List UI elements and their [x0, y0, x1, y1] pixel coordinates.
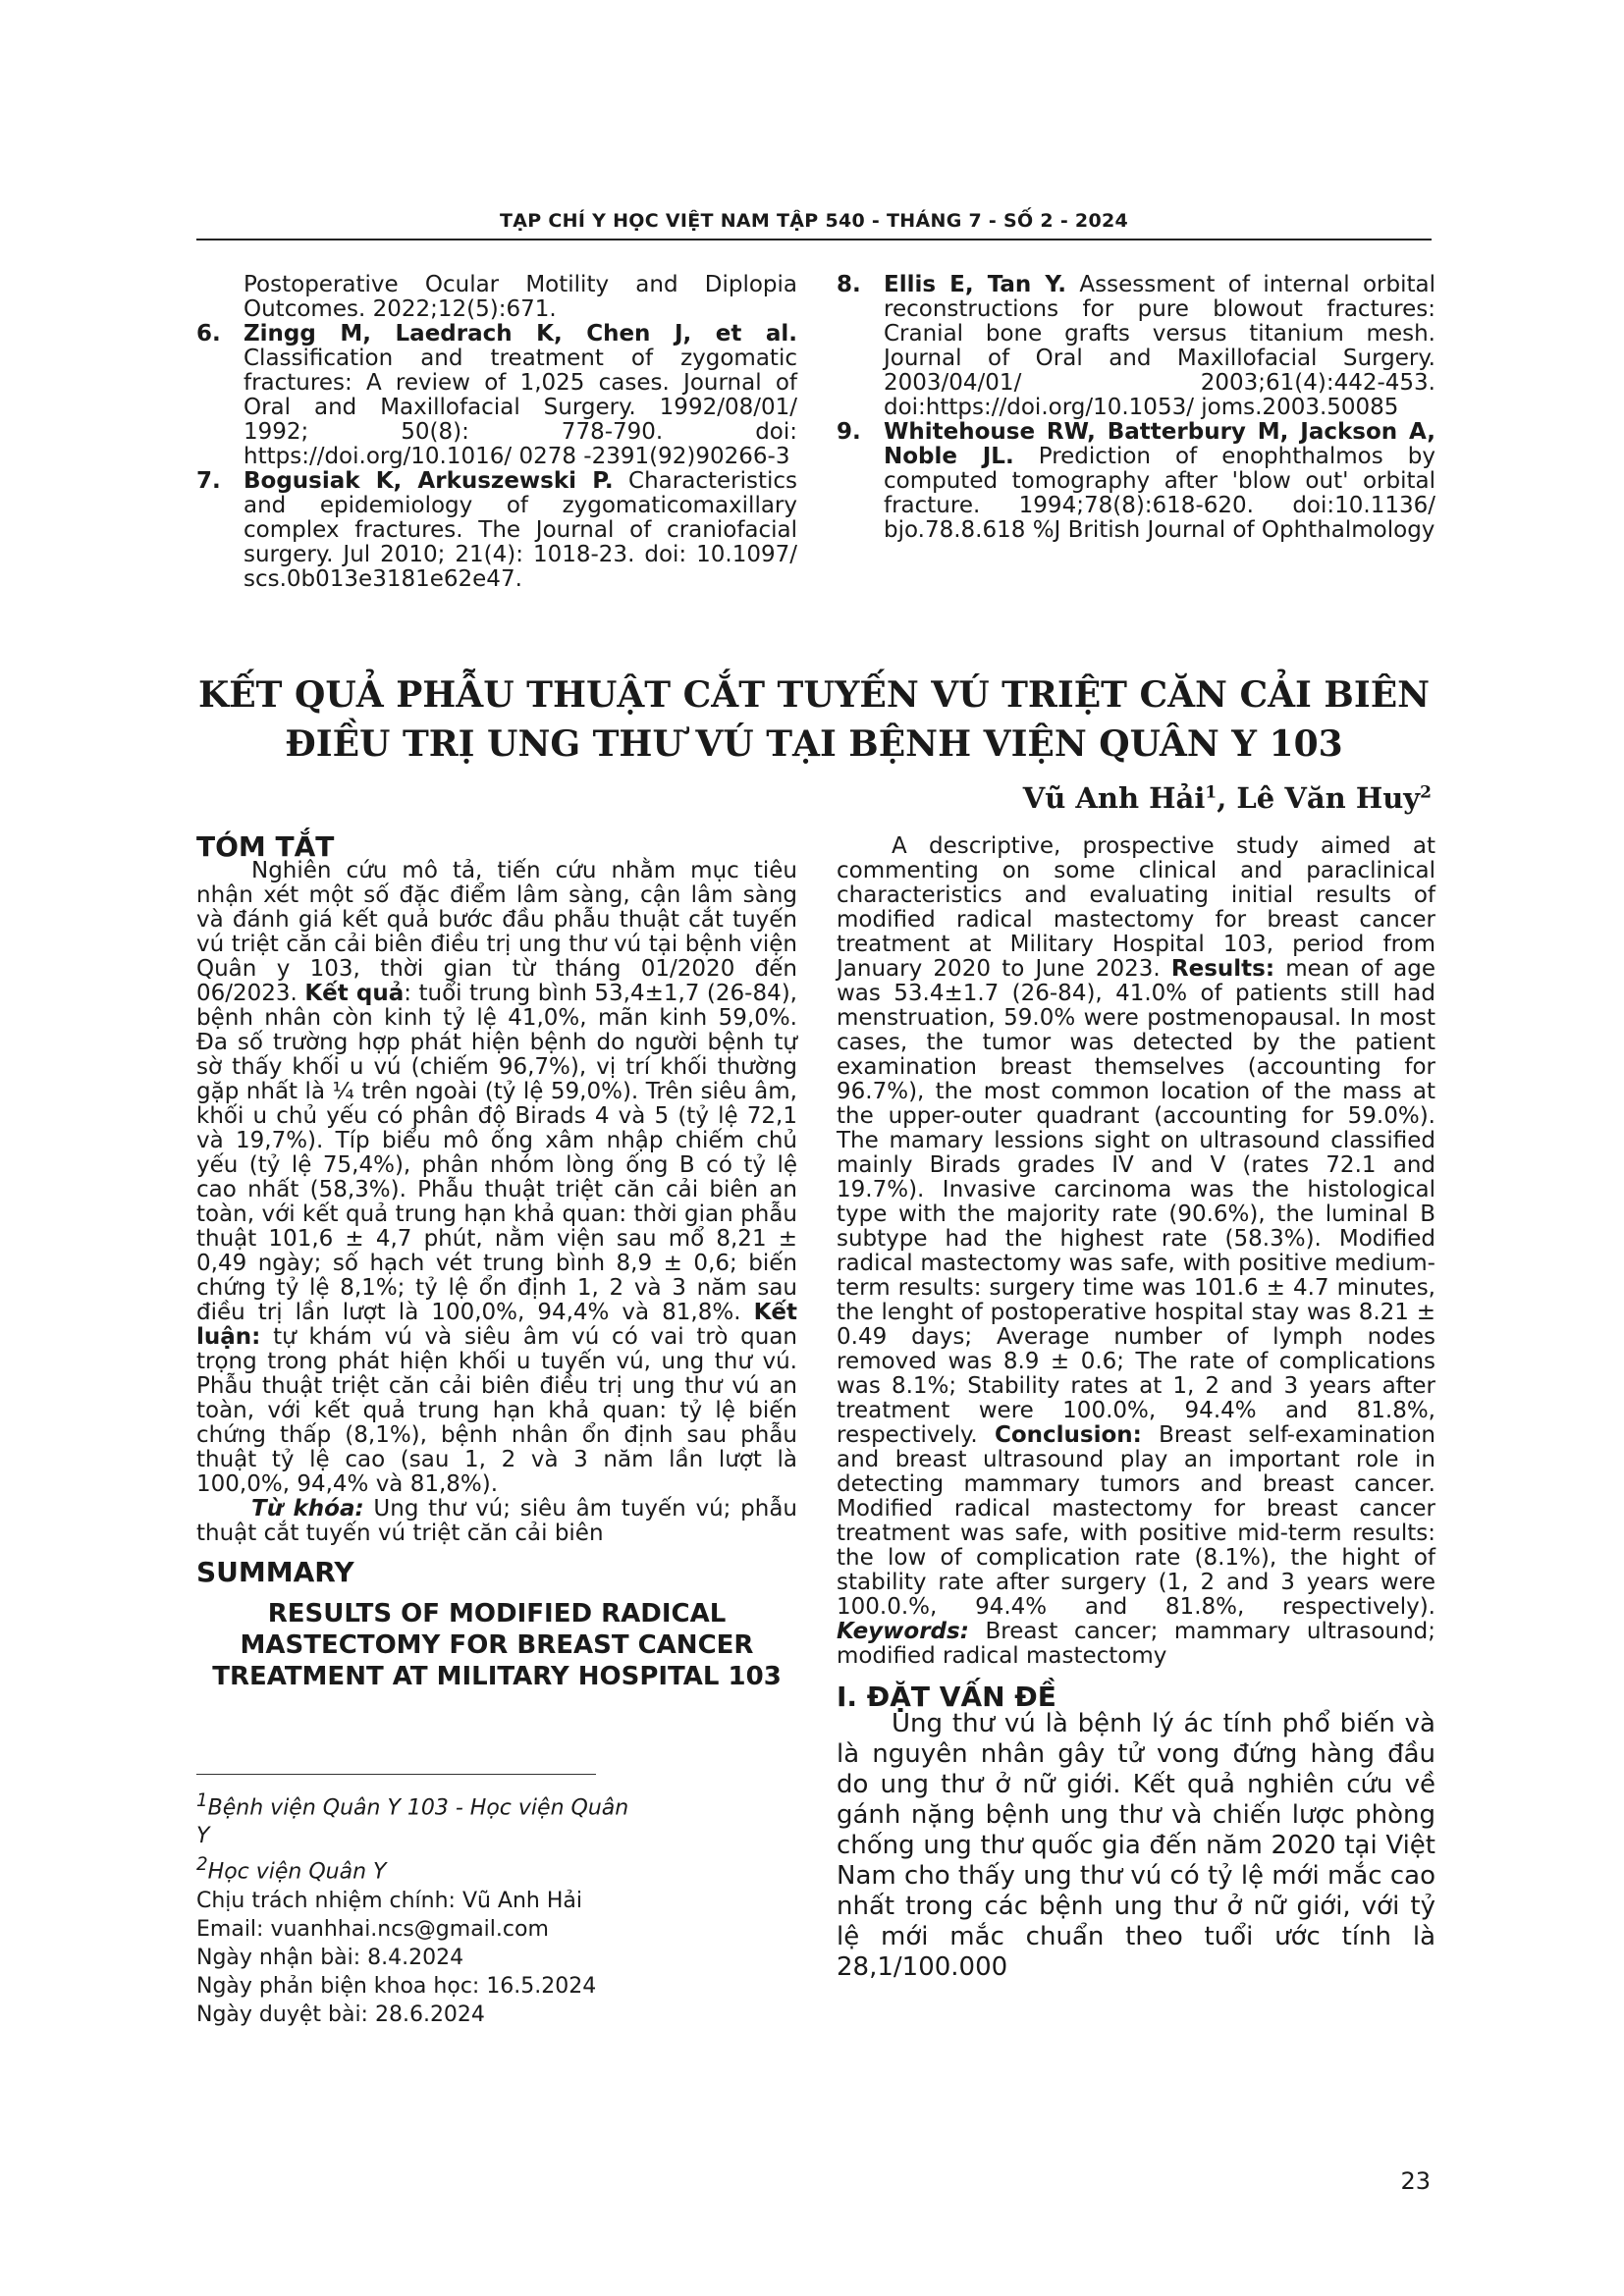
abstract-column-left: [196, 830, 797, 1692]
keywords-text: Breast cancer; mammary ultrasound; modified radical mastectomy: [837, 1619, 1435, 1669]
reference-text: Classification and treatment of zygomatic fractures: A review of 1,025 cases. Journal of Oral and Maxillofacial Surgery. 1992/08/01/ 1992; 50(8): 778-790. doi: https://doi.org/10.1016/ 0278 -2391(92)90266-3: [244, 346, 797, 469]
results-label: Results:: [1170, 956, 1275, 982]
author-name: Vũ Anh Hải: [1022, 781, 1206, 815]
author-name: Lê Văn Huy: [1236, 781, 1421, 815]
keywords-label: Từ khóa:: [251, 1496, 364, 1522]
reference-6: [196, 322, 797, 469]
footnote-rule: [196, 1774, 596, 1775]
affiliation-text: Bệnh viện Quân Y 103 - Học viện Quân Y: [196, 1795, 629, 1849]
summary-text: mean of age was 53.4±1.7 (26-84), 41.0% of patients still had menstruation, 59.0% were postmenopausal. In most cases, the tumor was detected by the patient examination breast themselves (accounting for 96.7%), the most common location of the mass at the upper-outer quadrant (accounting for 59.0%). The mamary lessions sight on ultrasound classified mainly Birads grades IV and V (rates 72.1 and 19.7%). Invasive carcinoma was the histological type with the majority rate (90.6%), the luminal B subtype had the highest rate (58.3%). Modified radical mastectomy was safe, with positive medium-term results: surgery time was 101.6 ± 4.7 minutes, the lenght of postoperative hospital stay was 8.21 ± 0.49 days; Average number of lymph nodes removed was 8.9 ± 0.6; The rate of complications was 8.1%; Stability rates at 1, 2 and 3 years after treatment were 100.0%, 94.4% and 81.8%, respectively.: [837, 956, 1435, 1448]
received-date: Ngày nhận bài: 8.4.2024: [196, 1945, 464, 1970]
affiliation-2: [196, 1850, 648, 1886]
conclusion-label: Conclusion:: [994, 1422, 1142, 1448]
review-date: Ngày phản biện khoa học: 16.5.2024: [196, 1973, 597, 1999]
summary-text: Breast self-examination and breast ultrasound play an important role in detecting mammary tumors and breast cancer. Modified radical mastectomy for breast cancer treatment was safe, with positive mid-term results: the low of complication rate (8.1%), the hight of stability rate after surgery (1, 2 and 3 years were 100.0.%, 94.4% and 81.8%, respectively).: [837, 1422, 1435, 1620]
corresponding-author: Chịu trách nhiệm chính: Vũ Anh Hải: [196, 1888, 582, 1913]
email: Email: vuanhhai.ncs@gmail.com: [196, 1916, 549, 1942]
reference-text: Prediction of enophthalmos by computed tomography after 'blow out' orbital fracture. 1994;78(8):618-620. doi:10.1136/ bjo.78.8.618 %J British Journal of Ophthalmology: [884, 444, 1435, 543]
keywords-label: Keywords:: [837, 1619, 969, 1644]
reference-number: 8.: [837, 272, 861, 297]
article-authors: [1023, 781, 1432, 815]
article-title: [196, 670, 1432, 769]
journal-header: TẠP CHÍ Y HỌC VIỆT NAM TẬP 540 - THÁNG 7 - SỐ 2 - 2024: [499, 210, 1129, 232]
reference-authors: Bogusiak K, Arkuszewski P.: [244, 468, 614, 494]
reference-text: Assessment of internal orbital reconstructions for pure blowout fractures: Cranial bone grafts versus titanium mesh. Journal of Oral and Maxillofacial Surgery. 2003/04/01/ 2003;61(4):442-453. doi:https://doi.org/10.1053/ joms.2003.50085: [884, 272, 1435, 420]
affiliation-1: [196, 1787, 648, 1850]
abstract-vi-text: tự khám vú và siêu âm vú có vai trò quan trọng trong phát hiện khối u tuyến vú, ung thư vú. Phẫu thuật triệt căn cải biên điều trị ung thư vú an toàn, với kết quả trung hạn khả quan: tỷ lệ biến chứng thấp (8,1%), bệnh nhân ổn định sau phẫu thuật tỷ lệ cao (sau 1, 2 và 3 năm lần lượt là 100,0%, 94,4% và 81,8%).: [196, 1324, 797, 1497]
affiliation-mark: 1: [196, 1790, 208, 1811]
reference-8: [837, 273, 1435, 420]
footnotes: [196, 1787, 648, 2029]
author-separator: ,: [1217, 781, 1237, 815]
summary-text: A descriptive, prospective study aimed at commenting on some clinical and paraclinical characteristics and evaluating initial results of modified radical mastectomy for breast cancer treatment at Military Hospital 103, period from January 2020 to June 2023.: [837, 833, 1435, 982]
reference-authors: Whitehouse RW, Batterbury M, Jackson A, Noble JL.: [884, 419, 1435, 469]
reference-number: 7.: [196, 468, 221, 494]
abstract-vi-text: Nghiên cứu mô tả, tiến cứu nhằm mục tiêu nhận xét một số đặc điểm lâm sàng, cận lâm sàng và đánh giá kết quả bước đầu phẫu thuật cắt tuyến vú triệt căn cải biên điều trị ung thư vú tại bệnh viện Quân y 103, thời gian từ tháng 01/2020 đến 06/2023.: [196, 858, 797, 1006]
results-label: Kết quả: [304, 981, 405, 1006]
reference-continued: Postoperative Ocular Motility and Diplopia Outcomes. 2022;12(5):671.: [244, 272, 797, 322]
accepted-date: Ngày duyệt bài: 28.6.2024: [196, 2002, 485, 2027]
article-title-line1: KẾT QUẢ PHẪU THUẬT CẮT TUYẾN VÚ TRIỆT CĂN CẢI BIÊN: [197, 674, 1431, 716]
page-number: 23: [1400, 2167, 1431, 2195]
references-right: [837, 273, 1435, 543]
abstract-vi-heading: TÓM TẮT: [196, 830, 335, 863]
intro-body: Ung thư vú là bệnh lý ác tính phổ biến và là nguyên nhân gây tử vong đứng hàng đầu do ung thư ở nữ giới. Kết quả nghiên cứu về gánh nặng bệnh ung thư và chiến lược phòng chống ung thư quốc gia đến năm 2020 tại Việt Nam cho thấy ung thư vú có tỷ lệ mới mắc cao nhất trong các bệnh ung thư ở nữ giới, với tỷ lệ mới mắc chuẩn theo tuổi ước tính là 28,1/100.000: [837, 1709, 1435, 1982]
reference-text: Characteristics and epidemiology of zygomaticomaxillary complex fractures. The Journal of craniofacial surgery. Jul 2010; 21(4): 1018-23. doi: 10.1097/ scs.0b013e3181e62e47.: [244, 468, 797, 592]
reference-number: 9.: [837, 419, 861, 445]
header-rule: [196, 239, 1432, 240]
abstract-vi-body: [196, 859, 797, 1497]
affiliation-text: Học viện Quân Y: [207, 1859, 387, 1885]
author-affiliation-mark: 2: [1420, 782, 1432, 803]
article-title-line2: ĐIỀU TRỊ UNG THƯ VÚ TẠI BỆNH VIỆN QUÂN Y 103: [285, 723, 1343, 765]
summary-body: [837, 834, 1435, 1669]
keywords-text: Ung thư vú; siêu âm tuyến vú; phẫu thuật cắt tuyến vú triệt căn cải biên: [196, 1496, 797, 1546]
abstract-vi-keywords: [196, 1497, 797, 1546]
affiliation-mark: 2: [196, 1854, 208, 1876]
abstract-column-right: [837, 834, 1435, 1983]
reference-number: 6.: [196, 321, 221, 347]
reference-7: [196, 469, 797, 592]
reference-authors: Ellis E, Tan Y.: [884, 272, 1066, 297]
conclusion-label: Kết luận:: [196, 1300, 797, 1350]
summary-title: RESULTS OF MODIFIED RADICAL MASTECTOMY FOR BREAST CANCER TREATMENT AT MILITARY HOSPITAL 103: [212, 1599, 782, 1691]
reference-authors: Zingg M, Laedrach K, Chen J, et al.: [244, 321, 797, 347]
abstract-vi-text: : tuổi trung bình 53,4±1,7 (26-84), bệnh nhân còn kinh tỷ lệ 41,0%, mãn kinh 59,0%. Đa số trường hợp phát hiện bệnh do người bệnh tự sờ thấy khối u vú (chiếm 96,7%), vị trí khối thường gặp nhất là ¼ trên ngoài (tỷ lệ 59,0%). Trên siêu âm, khối u chủ yếu có phân độ Birads 4 và 5 (tỷ lệ 72,1 và 19,7%). Típ biểu mô ống xâm nhập chiếm chủ yếu (tỷ lệ 75,4%), phân nhóm lòng ống B có tỷ lệ cao nhất (58,3%). Phẫu thuật triệt căn cải biên an toàn, với kết quả trung hạn khả quan: thời gian phẫu thuật 101,6 ± 4,7 phút, nằm viện sau mổ 8,21 ± 0,49 ngày; số hạch vét trung bình 8,9 ± 0,6; biến chứng tỷ lệ 8,1%; tỷ lệ ổn định 1, 2 và 3 năm sau điều trị lần lượt là 100,0%, 94,4% và 81,8%.: [196, 981, 797, 1325]
summary-heading: SUMMARY: [196, 1556, 354, 1588]
intro-heading: I. ĐẶT VẤN ĐỀ: [837, 1681, 1056, 1713]
reference-9: [837, 420, 1435, 543]
author-affiliation-mark: 1: [1205, 782, 1218, 803]
references-left: [196, 273, 797, 592]
